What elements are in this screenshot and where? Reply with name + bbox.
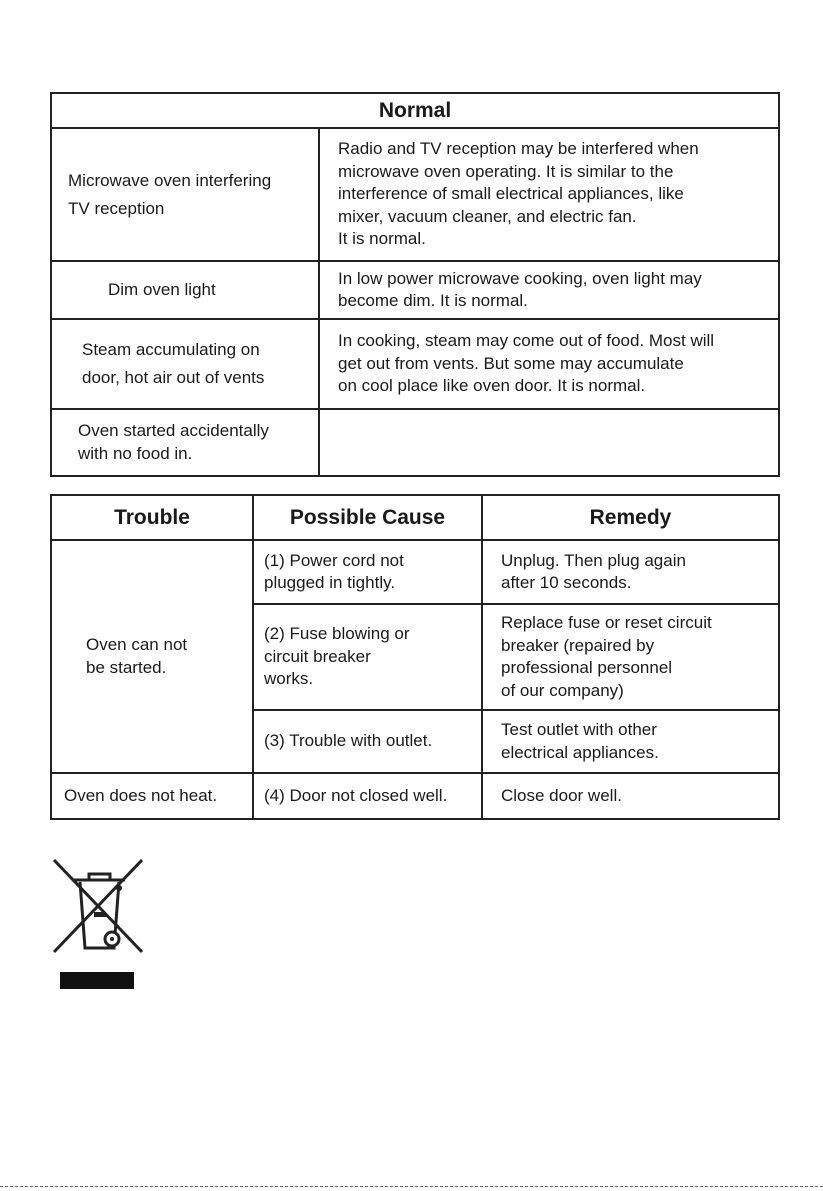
table-row	[51, 540, 779, 604]
trouble-cell: Oven does not heat.	[51, 773, 253, 819]
remedy-cell: Replace fuse or reset circuit breaker (repaired by professional personnel of our company)	[482, 604, 779, 710]
table-row	[51, 128, 779, 261]
page-edge-divider	[0, 1186, 823, 1187]
cause-cell: (1) Power cord not plugged in tightly.	[253, 540, 482, 604]
normal-table	[50, 92, 780, 477]
crossed-out-wheelie-bin-icon	[52, 858, 144, 964]
table-header-row	[51, 495, 779, 540]
weee-bar	[60, 972, 134, 989]
symptom-cell: Oven started accidentally with no food in.	[51, 409, 319, 476]
symptom-cell: Steam accumulating on door, hot air out of vents	[51, 319, 319, 409]
explanation-cell	[319, 409, 779, 476]
table-row	[51, 319, 779, 409]
cause-header: Possible Cause	[253, 495, 482, 540]
cause-cell: (3) Trouble with outlet.	[253, 710, 482, 773]
table-row	[51, 409, 779, 476]
explanation-cell: Radio and TV reception may be interfered when microwave oven operating. It is similar to the interference of small electrical appliances, like mixer, vacuum cleaner, and electric fan. It is normal.	[319, 128, 779, 261]
symptom-cell: Dim oven light	[51, 261, 319, 319]
remedy-cell: Unplug. Then plug again after 10 seconds.	[482, 540, 779, 604]
explanation-cell: In cooking, steam may come out of food. Most will get out from vents. But some may accumulate on cool place like oven door. It is normal.	[319, 319, 779, 409]
trouble-cell: Oven can not be started.	[51, 540, 253, 773]
table-row	[51, 773, 779, 819]
table-row	[51, 261, 779, 319]
cause-cell: (4) Door not closed well.	[253, 773, 482, 819]
normal-header: Normal	[51, 93, 779, 128]
remedy-header: Remedy	[482, 495, 779, 540]
cause-cell: (2) Fuse blowing or circuit breaker works.	[253, 604, 482, 710]
trouble-table	[50, 494, 780, 820]
symptom-cell: Microwave oven interfering TV reception	[51, 128, 319, 261]
trouble-header: Trouble	[51, 495, 253, 540]
remedy-cell: Test outlet with other electrical appliances.	[482, 710, 779, 773]
explanation-cell: In low power microwave cooking, oven light may become dim. It is normal.	[319, 261, 779, 319]
remedy-cell: Close door well.	[482, 773, 779, 819]
